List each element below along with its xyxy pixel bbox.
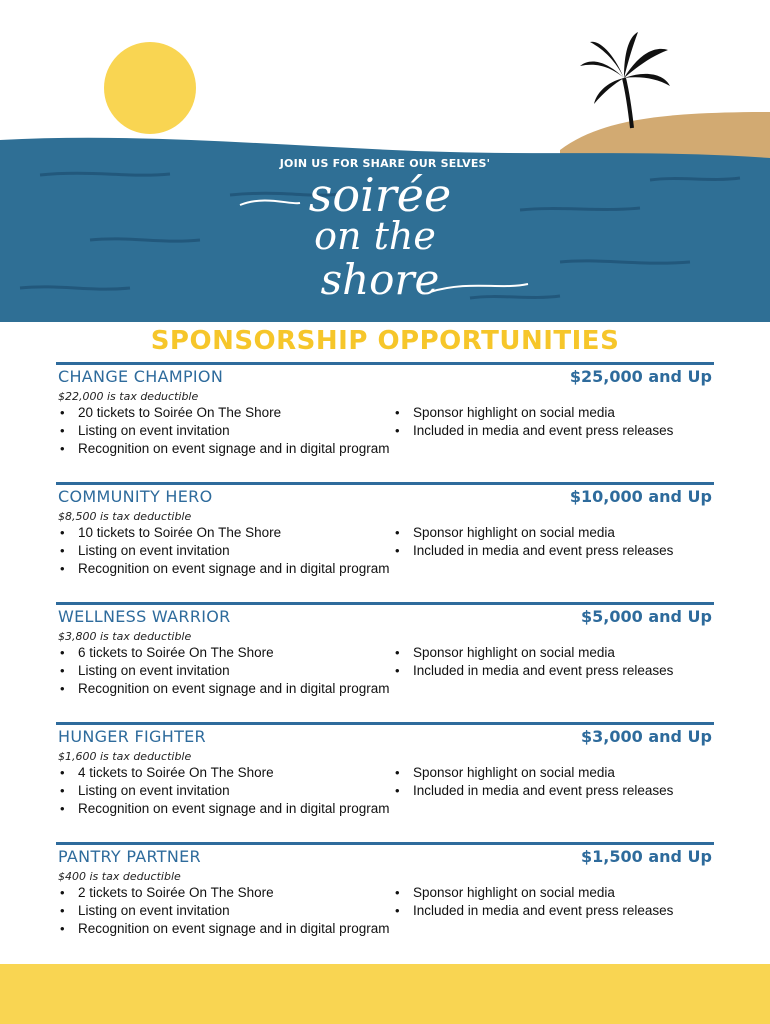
benefit-item: • Recognition on event signage and in digital program [56, 800, 391, 818]
benefits-left [56, 524, 391, 578]
event-kicker: JOIN US FOR SHARE OUR SELVES' [279, 157, 491, 170]
tier-hunger-fighter [56, 722, 714, 842]
benefit-item: • Listing on event invitation [56, 662, 391, 680]
benefit-item: • 6 tickets to Soirée On The Shore [56, 644, 391, 662]
tier-price: $25,000 and Up [569, 367, 712, 386]
benefit-item: • Recognition on event signage and in digital program [56, 440, 391, 458]
tier-header [56, 602, 714, 629]
benefits-right [391, 764, 714, 818]
tier-community-hero [56, 482, 714, 602]
benefit-item: • 20 tickets to Soirée On The Shore [56, 404, 391, 422]
tier-tax-note: $8,500 is tax deductible [58, 510, 192, 523]
benefits-left [56, 884, 391, 938]
benefits-right [391, 884, 714, 938]
event-title-line-2: on the [314, 214, 436, 258]
tier-header [56, 482, 714, 509]
tier-price: $10,000 and Up [569, 487, 712, 506]
tier-name: COMMUNITY HERO [58, 487, 213, 506]
event-title-line-3: shore [320, 255, 440, 304]
event-title-line-1: soirée [308, 168, 452, 222]
benefit-item: • Included in media and event press releases [391, 542, 714, 560]
tier-tax-note: $400 is tax deductible [58, 870, 181, 883]
tier-change-champion [56, 362, 714, 482]
benefit-item: • Included in media and event press releases [391, 422, 714, 440]
benefit-item: • Listing on event invitation [56, 902, 391, 920]
tier-tax-note: $22,000 is tax deductible [58, 390, 199, 403]
benefit-item: • Sponsor highlight on social media [391, 644, 714, 662]
tier-header [56, 362, 714, 389]
benefit-item: • Listing on event invitation [56, 422, 391, 440]
tier-tax-note: $3,800 is tax deductible [58, 630, 192, 643]
benefits-left [56, 644, 391, 698]
tier-price: $3,000 and Up [581, 727, 712, 746]
benefit-item: • Recognition on event signage and in digital program [56, 560, 391, 578]
benefit-item: • Listing on event invitation [56, 542, 391, 560]
tier-name: CHANGE CHAMPION [58, 367, 224, 386]
benefit-item: • 10 tickets to Soirée On The Shore [56, 524, 391, 542]
sun-icon [104, 42, 196, 134]
benefits-right [391, 524, 714, 578]
tier-pantry-partner [56, 842, 714, 962]
header-banner [0, 0, 770, 322]
benefit-item: • Included in media and event press releases [391, 902, 714, 920]
sponsorship-tiers [56, 362, 714, 962]
tier-header [56, 842, 714, 869]
benefit-item: • Included in media and event press releases [391, 782, 714, 800]
benefit-item: • Included in media and event press releases [391, 662, 714, 680]
benefits-right [391, 404, 714, 458]
benefit-item: • 4 tickets to Soirée On The Shore [56, 764, 391, 782]
section-title: SPONSORSHIP OPPORTUNITIES [150, 326, 620, 356]
benefit-item: • Sponsor highlight on social media [391, 524, 714, 542]
palm-tree-icon [580, 32, 670, 128]
tier-price: $5,000 and Up [581, 607, 712, 626]
benefits-right [391, 644, 714, 698]
footer-band [0, 964, 770, 1024]
tier-name: PANTRY PARTNER [58, 847, 201, 866]
benefit-item: • Sponsor highlight on social media [391, 404, 714, 422]
benefits-left [56, 764, 391, 818]
tier-name: WELLNESS WARRIOR [58, 607, 231, 626]
tier-tax-note: $1,600 is tax deductible [58, 750, 192, 763]
tier-name: HUNGER FIGHTER [58, 727, 206, 746]
benefit-item: • Recognition on event signage and in digital program [56, 680, 391, 698]
tier-price: $1,500 and Up [581, 847, 712, 866]
benefit-item: • Recognition on event signage and in digital program [56, 920, 391, 938]
benefit-item: • Listing on event invitation [56, 782, 391, 800]
benefit-item: • Sponsor highlight on social media [391, 764, 714, 782]
tier-header [56, 722, 714, 749]
tier-wellness-warrior [56, 602, 714, 722]
benefits-left [56, 404, 391, 458]
benefit-item: • 2 tickets to Soirée On The Shore [56, 884, 391, 902]
benefit-item: • Sponsor highlight on social media [391, 884, 714, 902]
